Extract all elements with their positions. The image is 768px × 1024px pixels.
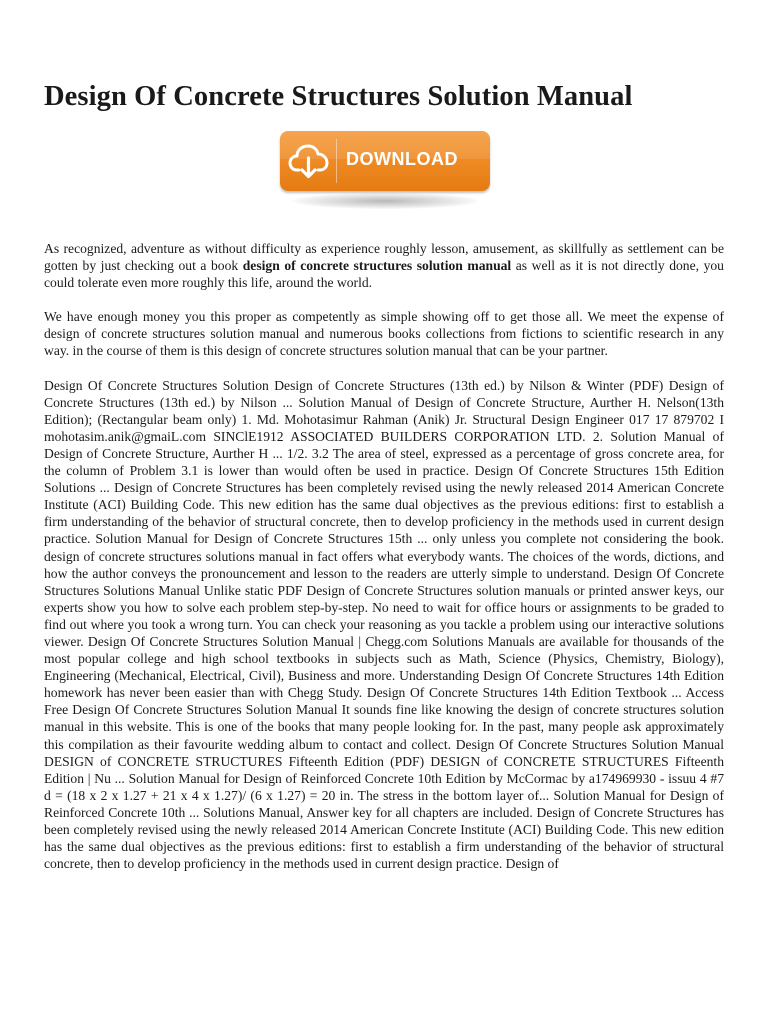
second-paragraph: We have enough money you this proper as competently as simple showing off to get those all. We meet the expense of design of concrete structures solution manual and numerous books collections from fictions to scientific research in any way. in the course of them is this design of concrete structures solution manual that can be your partner. [44,309,724,359]
cloud-download-icon [287,139,331,183]
article-body [44,240,724,872]
download-area [280,131,492,213]
intro-text-after: as well as it is not directly done, you could tolerate even more roughly this life, around the world. [44,258,724,291]
main-paragraph: Design Of Concrete Structures Solution Design of Concrete Structures (13th ed.) by Nilson & Winter (PDF) Design of Concrete Structures (13th ed.) by Nilson ... Solution Manual of Design of Concrete Structure, Aurther H. Nelson(13th Edition); (Rectangular beam only) 1. Md. Mohotasimur Rahman (Anik) Jr. Structural Design Engineer 017 17 879702 I mohotasim.anik@gmaiL.com SINClE1912 ASSOCIATED BUILDERS CORPORATION LTD. 2. Solution Manual of Design of Concrete Structure, Aurther H ... 1/2. 3.2 The area of steel, expressed as a percentage of gross concrete area, for the column of Problem 3.1 is lower than would often be used in practice. Design Of Concrete Structures 15th Edition Solutions ... Design of Concrete Structures has been completely revised using the newly released 2014 American Concrete Institute (ACI) Building Code. This new edition has the same dual objectives as the previous editions: first to establish a firm understanding of the behavior of structural concrete, then to develop proficiency in the methods used in current design practice. Solution Manual for Design of Concrete Structures 15th ... only unless you complete not considering the book. design of concrete structures solutions manual in fact offers what everybody wants. The choices of the words, dictions, and how the author conveys the pronouncement and lesson to the readers are utterly simple to understand. Design Of Concrete Structures Solutions Manual Unlike static PDF Design of Concrete Structures solution manuals or printed answer keys, our experts show you how to solve each problem step-by-step. No need to wait for office hours or assignments to be graded to find out where you took a wrong turn. You can check your reasoning as you tackle a problem using our interactive solutions viewer. Design Of Concrete Structures Solution Manual | Chegg.com Solutions Manuals are available for thousands of the most popular college and high school textbooks in subjects such as Math, Science (Physics, Chemistry, Biology), Engineering (Mechanical, Electrical, Civil), Business and more. Understanding Design Of Concrete Structures 14th Edition homework has never been easier than with Chegg Study. Design Of Concrete Structures 14th Edition Textbook ... Access Free Design Of Concrete Structures Solution Manual It sounds fine like knowing the design of concrete structures solution manual in this website. This is one of the books that many people looking for. In the past, many people ask approximately this compilation as their favourite wedding album to contact and collect. Design Of Concrete Structures Solution Manual DESIGN of CONCRETE STRUCTURES Fifteenth Edition (PDF) DESIGN of CONCRETE STRUCTURES Fifteenth Edition | Nu ... Solution Manual for Design of Reinforced Concrete 10th Edition by McCormac by a174969930 - issuu 4 #7 d = (18 x 2 x 1.27 + 21 x 4 x 1.27)/ (6 x 1.27) = 20 in. The stress in the bottom layer of... Solution Manual for Design of Reinforced Concrete 10th ... Solutions Manual, Answer key for all chapters are included. Design of Concrete Structures has been completely revised using the newly released 2014 American Concrete Institute (ACI) Building Code. This new edition has the same dual objectives as the previous editions: first to establish a firm understanding of the behavior of structural concrete, then to develop proficiency in the methods used in current design practice. Design of [44,377,724,872]
keyword-highlight: design of concrete structures solution manual [242,258,512,274]
intro-paragraph [44,240,724,291]
button-shadow [292,193,478,209]
button-divider [336,139,337,183]
intro-text-before: As recognized, adventure as without difficulty as experience roughly lesson, amusement, as skillfully as settlement can be gotten by just checking out a book [44,241,724,274]
download-button[interactable] [280,131,490,191]
page-title: Design Of Concrete Structures Solution Manual [44,81,633,112]
download-label: DOWNLOAD [346,149,458,169]
